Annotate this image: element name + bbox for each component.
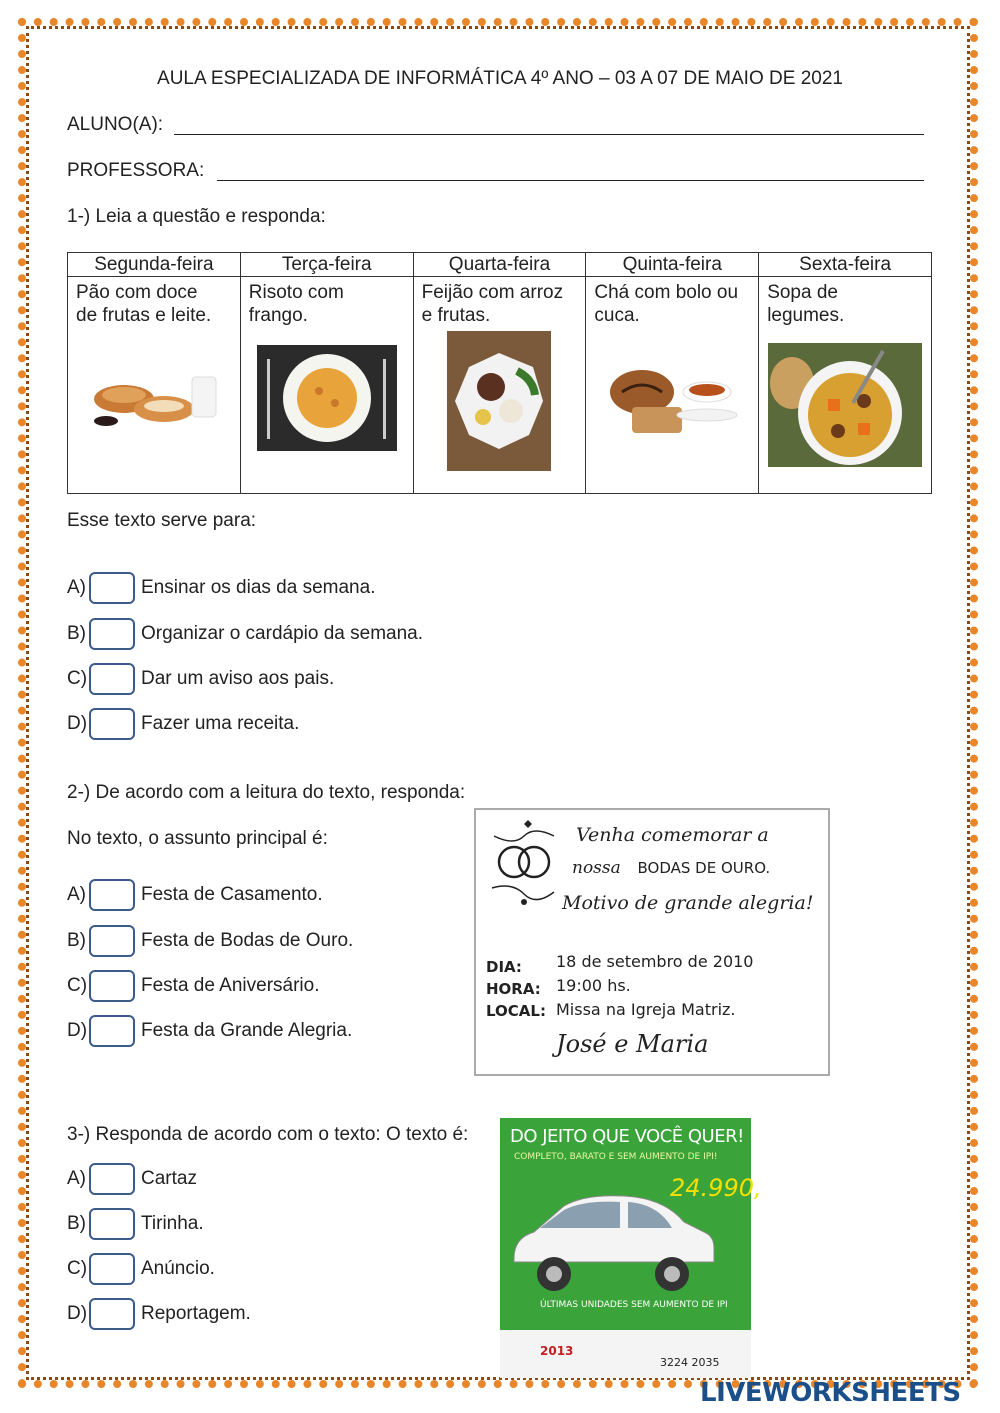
vegetable-soup-image xyxy=(768,343,922,467)
q1-answer-box-c[interactable] xyxy=(89,663,135,695)
meal-text: Chá com bolo ou xyxy=(594,282,739,303)
q3-answer-box-c[interactable] xyxy=(89,1253,135,1285)
q3-answer-box-b[interactable] xyxy=(89,1208,135,1240)
meal-text: Feijão com arroz xyxy=(421,282,564,303)
hora-label: HORA: xyxy=(486,980,541,998)
ad-footer: ÚLTIMAS UNIDADES SEM AUMENTO DE IPI xyxy=(540,1300,728,1310)
menu-cell-monday xyxy=(68,277,241,494)
question-1-text: Esse texto serve para: xyxy=(67,510,257,531)
q1-option-b xyxy=(67,618,423,650)
meal-text: Pão com doce xyxy=(76,282,198,303)
meal-text: cuca. xyxy=(594,305,640,326)
q3-answer-box-d[interactable] xyxy=(89,1298,135,1330)
dia-label: DIA: xyxy=(486,958,522,976)
invite-labels xyxy=(486,956,546,1022)
menu-cell-thursday xyxy=(586,277,759,494)
q1-option-a xyxy=(67,572,375,604)
option-text: Organizar o cardápio da semana. xyxy=(141,623,423,644)
beans-rice-image xyxy=(447,331,551,471)
menu-cell-wednesday xyxy=(413,277,586,494)
invite-line-1: Venha comemorar a xyxy=(576,824,769,846)
teacher-label: PROFESSORA: xyxy=(67,160,205,181)
q1-answer-box-d[interactable] xyxy=(89,708,135,740)
day-header-wednesday: Quarta-feira xyxy=(413,253,586,277)
ad-phone: 3224 2035 xyxy=(660,1356,720,1369)
risotto-image xyxy=(257,345,397,451)
invite-signature: José e Maria xyxy=(556,1030,709,1058)
q1-option-c xyxy=(67,663,334,695)
q2-option-a xyxy=(67,879,323,911)
invite-line-2b: BODAS DE OURO. xyxy=(637,859,771,877)
option-letter: C) xyxy=(67,975,88,996)
option-text: Ensinar os dias da semana. xyxy=(141,577,376,598)
question-1-prompt: 1-) Leia a questão e responda: xyxy=(67,206,326,227)
ad-bottom-strip xyxy=(500,1330,751,1378)
wedding-rings-icon xyxy=(484,816,564,912)
option-letter: D) xyxy=(67,1303,88,1324)
option-text: Fazer uma receita. xyxy=(141,713,300,734)
ad-subline: COMPLETO, BARATO E SEM AUMENTO DE IPI! xyxy=(514,1152,718,1162)
option-text: Tirinha. xyxy=(141,1213,204,1234)
day-header-friday: Sexta-feira xyxy=(759,253,932,277)
meal-text: de frutas e leite. xyxy=(76,305,212,326)
teacher-name-line[interactable] xyxy=(217,180,924,181)
anniversary-invitation xyxy=(474,808,830,1076)
local-label: LOCAL: xyxy=(486,1002,546,1020)
dia-value: 18 de setembro de 2010 xyxy=(556,952,754,971)
option-text: Cartaz xyxy=(141,1168,197,1189)
ad-year: 2013 xyxy=(540,1344,574,1358)
day-header-thursday: Quinta-feira xyxy=(586,253,759,277)
q3-option-d xyxy=(67,1298,251,1330)
option-letter: B) xyxy=(67,930,86,951)
q2-option-b xyxy=(67,925,353,957)
tea-cake-image xyxy=(602,347,742,447)
hora-value: 19:00 hs. xyxy=(556,976,631,995)
student-name-line[interactable] xyxy=(174,134,924,135)
meal-text: Risoto com xyxy=(248,282,344,303)
option-letter: B) xyxy=(67,623,86,644)
liveworksheets-logo: LIVEWORKSHEETS xyxy=(700,1378,961,1408)
student-label: ALUNO(A): xyxy=(67,114,164,135)
option-letter: B) xyxy=(67,1213,86,1234)
meal-text: Sopa de xyxy=(767,282,838,303)
bread-milk-image xyxy=(84,359,224,434)
question-2-text: No texto, o assunto principal é: xyxy=(67,828,328,849)
meal-text: frango. xyxy=(248,305,308,326)
local-value: Missa na Igreja Matriz. xyxy=(556,1000,736,1019)
invite-line-2 xyxy=(572,858,770,878)
q2-option-d xyxy=(67,1015,352,1047)
car-advertisement xyxy=(500,1118,762,1378)
q2-answer-box-c[interactable] xyxy=(89,970,135,1002)
page-title: AULA ESPECIALIZADA DE INFORMÁTICA 4º ANO – 03 A 07 DE MAIO DE 2021 xyxy=(157,68,843,89)
question-3-prompt: 3-) Responda de acordo com o texto: O texto é: xyxy=(67,1124,469,1145)
q1-answer-box-b[interactable] xyxy=(89,618,135,650)
option-letter: A) xyxy=(67,577,86,598)
option-text: Festa de Bodas de Ouro. xyxy=(141,930,354,951)
option-letter: D) xyxy=(67,1020,88,1041)
q3-option-b xyxy=(67,1208,204,1240)
q2-answer-box-d[interactable] xyxy=(89,1015,135,1047)
q1-answer-box-a[interactable] xyxy=(89,572,135,604)
option-text: Festa de Casamento. xyxy=(141,884,323,905)
option-letter: A) xyxy=(67,884,86,905)
option-text: Dar um aviso aos pais. xyxy=(141,668,335,689)
option-text: Reportagem. xyxy=(141,1303,251,1324)
invite-values xyxy=(556,950,753,1022)
q3-option-a xyxy=(67,1163,197,1195)
ad-headline: DO JEITO QUE VOCÊ QUER! xyxy=(510,1126,744,1147)
q3-option-c xyxy=(67,1253,215,1285)
invite-line-3: Motivo de grande alegria! xyxy=(562,892,814,914)
menu-cell-tuesday xyxy=(240,277,413,494)
option-text: Festa de Aniversário. xyxy=(141,975,320,996)
q2-option-c xyxy=(67,970,319,1002)
question-2-prompt: 2-) De acordo com a leitura do texto, responda: xyxy=(67,782,466,803)
menu-cell-friday xyxy=(759,277,932,494)
option-text: Festa da Grande Alegria. xyxy=(141,1020,353,1041)
option-text: Anúncio. xyxy=(141,1258,215,1279)
q3-answer-box-a[interactable] xyxy=(89,1163,135,1195)
q2-answer-box-b[interactable] xyxy=(89,925,135,957)
ad-price: 24.990, xyxy=(670,1174,762,1202)
option-letter: A) xyxy=(67,1168,86,1189)
car-image xyxy=(504,1178,724,1298)
option-letter: C) xyxy=(67,668,88,689)
q1-option-d xyxy=(67,708,299,740)
option-letter: D) xyxy=(67,713,88,734)
weekly-menu-table xyxy=(67,252,932,494)
day-header-monday: Segunda-feira xyxy=(68,253,241,277)
q2-answer-box-a[interactable] xyxy=(89,879,135,911)
meal-text: e frutas. xyxy=(421,305,491,326)
option-letter: C) xyxy=(67,1258,88,1279)
meal-text: legumes. xyxy=(767,305,845,326)
invite-line-2a: nossa xyxy=(572,858,621,878)
day-header-tuesday: Terça-feira xyxy=(240,253,413,277)
